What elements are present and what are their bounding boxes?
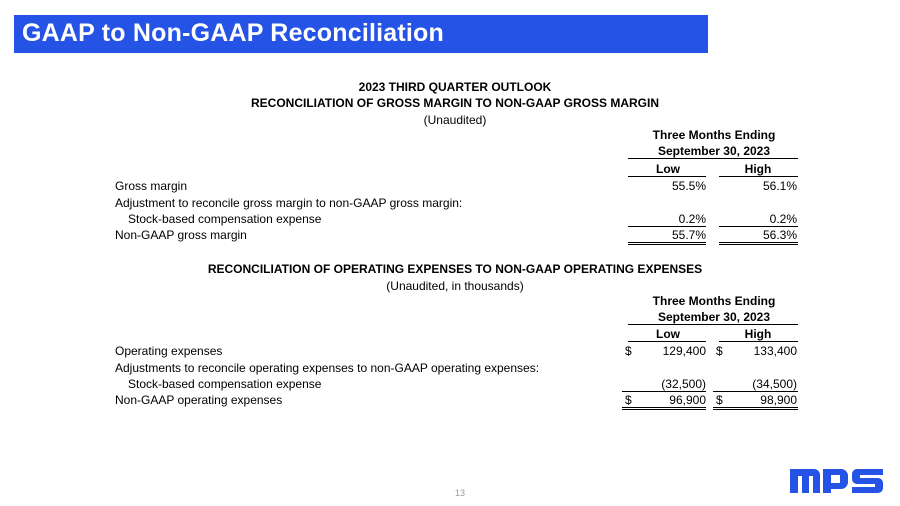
high-header-underline [719, 176, 798, 177]
total-rule-low-a [628, 242, 706, 243]
page-number: 13 [454, 488, 465, 498]
cell-non-gaap-opex-high-value: 98,900 [760, 393, 797, 407]
header2-rule [628, 324, 798, 325]
total-rule-high-b [719, 244, 798, 245]
row-label-opex-adjustment: Adjustments to reconcile operating expenses to non-GAAP operating expenses: [115, 361, 540, 375]
row-label-opex-sbc: Stock-based compensation expense [128, 377, 322, 391]
cell-gross-margin-low: 55.5% [671, 179, 706, 193]
gross-margin-heading: RECONCILIATION OF GROSS MARGIN TO NON-GAAP GROSS MARGIN [250, 96, 659, 110]
row-label-adjustment: Adjustment to reconcile gross margin to non-GAAP gross margin: [115, 196, 463, 210]
period2-header-line2: September 30, 2023 [657, 310, 771, 324]
currency-symbol: $ [716, 344, 723, 358]
total-rule-high-a [719, 242, 798, 243]
cell-opex-low [622, 344, 706, 358]
cell-sbc-high: 0.2% [769, 212, 797, 226]
currency-symbol: $ [625, 344, 632, 358]
col2-high-header: High [744, 327, 772, 341]
title-bar [14, 15, 708, 53]
row-label-non-gaap-gross-margin: Non-GAAP gross margin [115, 228, 247, 242]
row-label-gross-margin: Gross margin [115, 179, 188, 193]
subtotal-rule-low [628, 226, 706, 227]
total2-rule-high-b [713, 409, 798, 410]
row-label-sbc: Stock-based compensation expense [128, 212, 322, 226]
cell-opex-high [713, 344, 797, 358]
cell-opex-low-value: 129,400 [662, 344, 706, 358]
cell-non-gaap-opex-low-value: 96,900 [669, 393, 706, 407]
cell-opex-sbc-high: (34,500) [752, 377, 797, 391]
period-header-line2: September 30, 2023 [657, 144, 771, 158]
subtotal-rule-high [719, 226, 798, 227]
opex-heading: RECONCILIATION OF OPERATING EXPENSES TO NON-GAAP OPERATING EXPENSES [207, 262, 703, 276]
total2-rule-low-a [622, 407, 706, 408]
gross-margin-subheading: (Unaudited) [423, 113, 487, 127]
outlook-heading: 2023 THIRD QUARTER OUTLOOK [358, 80, 552, 94]
subtotal2-rule-high [713, 391, 798, 392]
header-rule [628, 158, 798, 159]
page-title: GAAP to Non-GAAP Reconciliation [22, 19, 444, 47]
period2-header-line1: Three Months Ending [652, 294, 776, 308]
low2-header-underline [628, 341, 706, 342]
cell-gross-margin-high: 56.1% [762, 179, 797, 193]
col-low-header: Low [656, 162, 680, 176]
row-label-opex: Operating expenses [115, 344, 223, 358]
period-header-line1: Three Months Ending [652, 128, 776, 142]
low-header-underline [628, 176, 706, 177]
total-rule-low-b [628, 244, 706, 245]
high2-header-underline [719, 341, 798, 342]
subtotal2-rule-low [622, 391, 706, 392]
currency-symbol: $ [716, 393, 723, 407]
cell-non-gaap-gm-high: 56.3% [762, 228, 797, 242]
col2-low-header: Low [656, 327, 680, 341]
cell-opex-sbc-low: (32,500) [661, 377, 706, 391]
col-high-header: High [744, 162, 772, 176]
cell-non-gaap-opex-high [713, 393, 797, 407]
cell-non-gaap-gm-low: 55.7% [671, 228, 706, 242]
cell-non-gaap-opex-low [622, 393, 706, 407]
opex-subheading: (Unaudited, in thousands) [386, 279, 524, 293]
cell-opex-high-value: 133,400 [753, 344, 797, 358]
row-label-non-gaap-opex: Non-GAAP operating expenses [115, 393, 283, 407]
total2-rule-high-a [713, 407, 798, 408]
mps-logo [790, 463, 884, 493]
total2-rule-low-b [622, 409, 706, 410]
currency-symbol: $ [625, 393, 632, 407]
cell-sbc-low: 0.2% [678, 212, 706, 226]
